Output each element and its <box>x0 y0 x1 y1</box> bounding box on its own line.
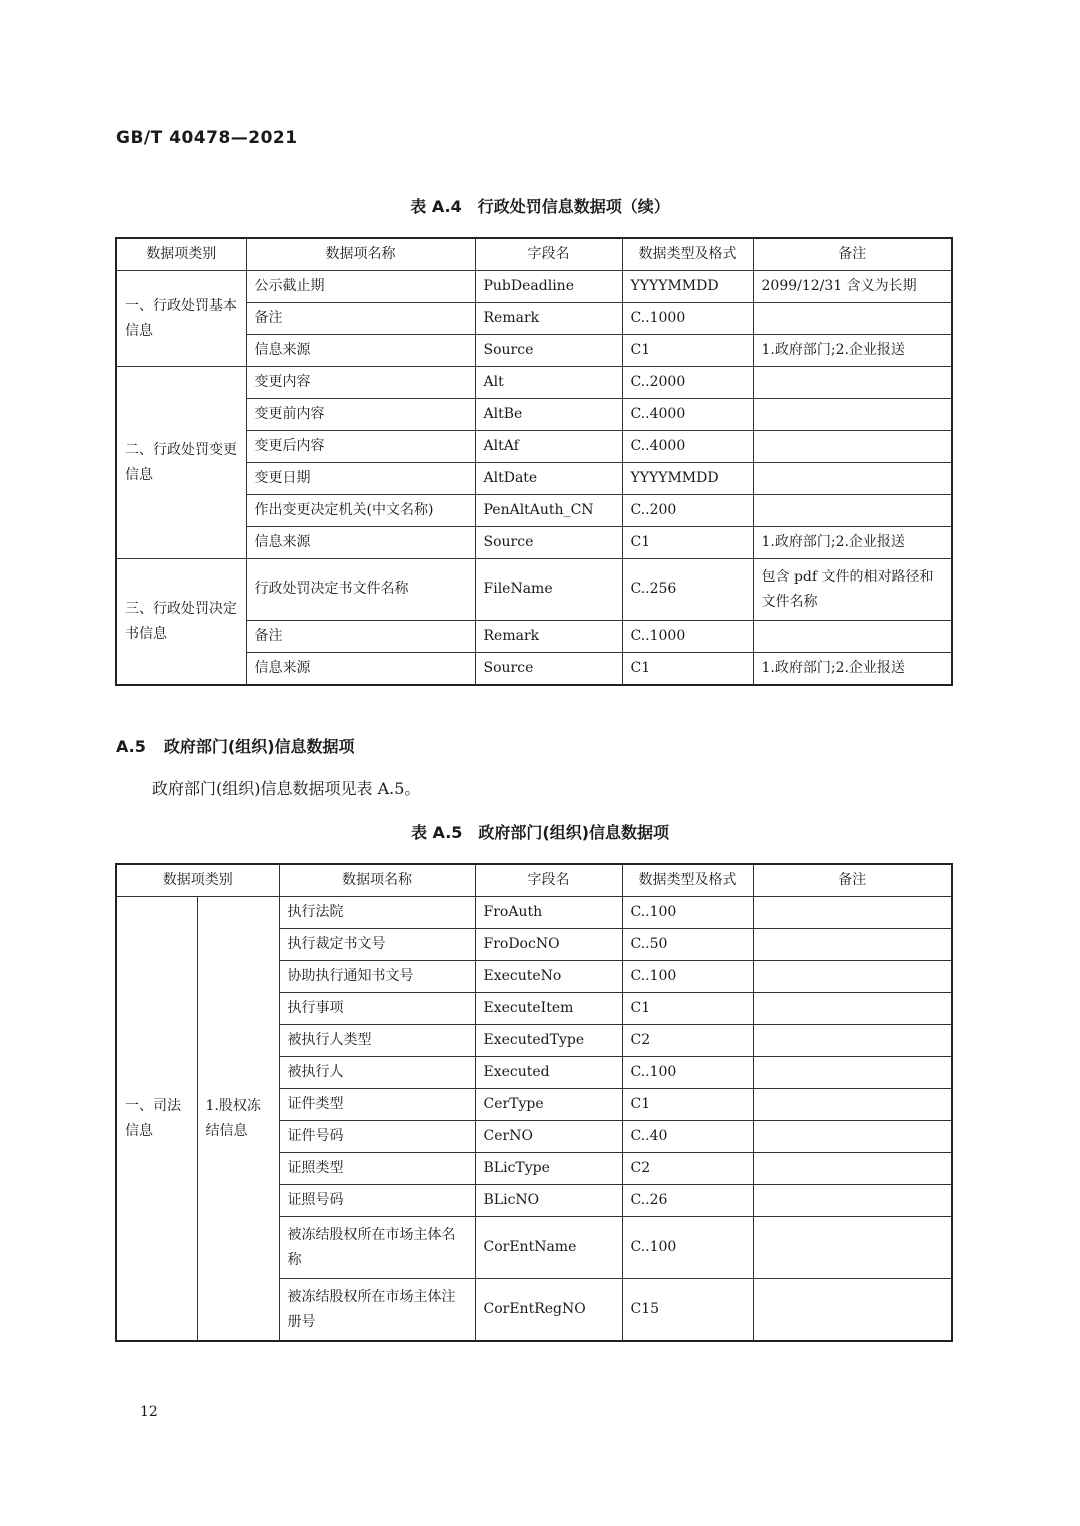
table-row <box>116 559 952 621</box>
remark <box>753 367 952 399</box>
item-name: 行政处罚决定书文件名称 <box>246 559 475 621</box>
section-paragraph: 政府部门(组织)信息数据项见表 A.5。 <box>152 779 421 798</box>
section-heading <box>116 734 355 757</box>
item-name: 协助执行通知书文号 <box>279 961 475 993</box>
field-name: FroDocNO <box>475 929 622 961</box>
type-format: C..4000 <box>622 431 753 463</box>
header-category: 数据项类别 <box>116 864 279 897</box>
table-row <box>116 271 952 303</box>
table-row <box>116 897 952 929</box>
item-name: 被执行人类型 <box>279 1025 475 1057</box>
item-name: 变更内容 <box>246 367 475 399</box>
standard-code: GB/T 40478—2021 <box>116 128 298 148</box>
type-format: C..100 <box>622 897 753 929</box>
type-format: C1 <box>622 653 753 686</box>
item-name: 备注 <box>246 303 475 335</box>
item-name: 执行事项 <box>279 993 475 1025</box>
field-name: ExecutedType <box>475 1025 622 1057</box>
table-a4 <box>115 237 953 686</box>
header-category: 数据项类别 <box>116 238 246 271</box>
header-type-format: 数据类型及格式 <box>622 864 753 897</box>
item-name: 被冻结股权所在市场主体名称 <box>279 1217 475 1279</box>
field-name: CerNO <box>475 1121 622 1153</box>
table-a5 <box>115 863 953 1342</box>
section-number: A.5 <box>116 737 146 756</box>
item-name: 作出变更决定机关(中文名称) <box>246 495 475 527</box>
table-header-row <box>116 864 952 897</box>
table-header-row <box>116 238 952 271</box>
header-field-name: 字段名 <box>475 238 622 271</box>
header-item-name: 数据项名称 <box>246 238 475 271</box>
item-name: 公示截止期 <box>246 271 475 303</box>
field-name: CorEntRegNO <box>475 1279 622 1342</box>
table-a4-title: 表 A.4 行政处罚信息数据项（续） <box>410 197 670 216</box>
item-name: 被执行人 <box>279 1057 475 1089</box>
remark <box>753 1217 952 1279</box>
field-name: Executed <box>475 1057 622 1089</box>
type-format: C2 <box>622 1025 753 1057</box>
type-format: YYYYMMDD <box>622 271 753 303</box>
category-cell: 一、行政处罚基本信息 <box>116 271 246 367</box>
item-name: 证照类型 <box>279 1153 475 1185</box>
remark <box>753 1185 952 1217</box>
remark <box>753 993 952 1025</box>
field-name: BLicNO <box>475 1185 622 1217</box>
remark <box>753 303 952 335</box>
field-name: PenAltAuth_CN <box>475 495 622 527</box>
field-name: FileName <box>475 559 622 621</box>
type-format: C..50 <box>622 929 753 961</box>
item-name: 信息来源 <box>246 527 475 559</box>
item-name: 变更日期 <box>246 463 475 495</box>
type-format: C..200 <box>622 495 753 527</box>
type-format: C2 <box>622 1153 753 1185</box>
type-format: C..1000 <box>622 303 753 335</box>
remark: 包含 pdf 文件的相对路径和文件名称 <box>753 559 952 621</box>
page-number: 12 <box>140 1404 158 1420</box>
type-format: C..100 <box>622 1217 753 1279</box>
item-name: 备注 <box>246 621 475 653</box>
remark: 1.政府部门;2.企业报送 <box>753 335 952 367</box>
field-name: PubDeadline <box>475 271 622 303</box>
remark: 1.政府部门;2.企业报送 <box>753 527 952 559</box>
item-name: 信息来源 <box>246 335 475 367</box>
remark <box>753 495 952 527</box>
field-name: Source <box>475 527 622 559</box>
section-title: 政府部门(组织)信息数据项 <box>163 737 355 756</box>
field-name: Remark <box>475 303 622 335</box>
remark <box>753 1057 952 1089</box>
subcategory-cell: 1.股权冻结信息 <box>197 897 279 1342</box>
type-format: C..100 <box>622 1057 753 1089</box>
remark <box>753 1153 952 1185</box>
remark <box>753 621 952 653</box>
field-name: BLicType <box>475 1153 622 1185</box>
header-remark: 备注 <box>753 238 952 271</box>
type-format: C1 <box>622 335 753 367</box>
item-name: 信息来源 <box>246 653 475 686</box>
type-format: C1 <box>622 527 753 559</box>
type-format: C1 <box>622 1089 753 1121</box>
field-name: Alt <box>475 367 622 399</box>
field-name: AltDate <box>475 463 622 495</box>
type-format: YYYYMMDD <box>622 463 753 495</box>
remark: 1.政府部门;2.企业报送 <box>753 653 952 686</box>
remark <box>753 1121 952 1153</box>
item-name: 被冻结股权所在市场主体注册号 <box>279 1279 475 1342</box>
type-format: C1 <box>622 993 753 1025</box>
type-format: C..26 <box>622 1185 753 1217</box>
type-format: C..40 <box>622 1121 753 1153</box>
field-name: Source <box>475 335 622 367</box>
remark <box>753 399 952 431</box>
type-format: C..4000 <box>622 399 753 431</box>
field-name: CorEntName <box>475 1217 622 1279</box>
item-name: 证件号码 <box>279 1121 475 1153</box>
item-name: 执行裁定书文号 <box>279 929 475 961</box>
field-name: AltAf <box>475 431 622 463</box>
header-item-name: 数据项名称 <box>279 864 475 897</box>
field-name: Source <box>475 653 622 686</box>
type-format: C..100 <box>622 961 753 993</box>
remark <box>753 1089 952 1121</box>
field-name: AltBe <box>475 399 622 431</box>
type-format: C..1000 <box>622 621 753 653</box>
field-name: CerType <box>475 1089 622 1121</box>
remark <box>753 1025 952 1057</box>
remark <box>753 929 952 961</box>
type-format: C..2000 <box>622 367 753 399</box>
remark: 2099/12/31 含义为长期 <box>753 271 952 303</box>
type-format: C15 <box>622 1279 753 1342</box>
remark <box>753 463 952 495</box>
remark <box>753 1279 952 1342</box>
remark <box>753 431 952 463</box>
table-a5-title: 表 A.5 政府部门(组织)信息数据项 <box>410 823 670 842</box>
header-type-format: 数据类型及格式 <box>622 238 753 271</box>
category-cell: 一、司法信息 <box>116 897 197 1342</box>
header-remark: 备注 <box>753 864 952 897</box>
item-name: 证照号码 <box>279 1185 475 1217</box>
field-name: Remark <box>475 621 622 653</box>
item-name: 执行法院 <box>279 897 475 929</box>
field-name: ExecuteItem <box>475 993 622 1025</box>
table-row <box>116 367 952 399</box>
remark <box>753 897 952 929</box>
category-cell: 二、行政处罚变更信息 <box>116 367 246 559</box>
type-format: C..256 <box>622 559 753 621</box>
field-name: FroAuth <box>475 897 622 929</box>
header-field-name: 字段名 <box>475 864 622 897</box>
remark <box>753 961 952 993</box>
item-name: 变更前内容 <box>246 399 475 431</box>
item-name: 证件类型 <box>279 1089 475 1121</box>
item-name: 变更后内容 <box>246 431 475 463</box>
category-cell: 三、行政处罚决定书信息 <box>116 559 246 686</box>
field-name: ExecuteNo <box>475 961 622 993</box>
